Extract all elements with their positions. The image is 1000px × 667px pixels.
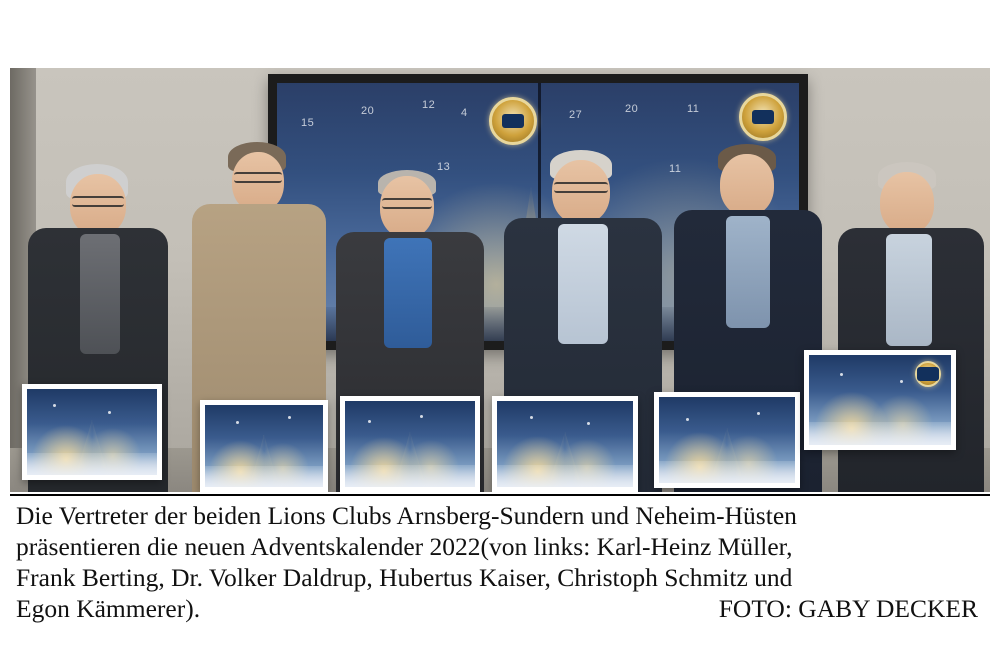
star <box>288 416 291 419</box>
advent-calendar-poster <box>804 350 956 450</box>
glasses <box>234 172 282 183</box>
poster-town <box>659 461 795 483</box>
glasses <box>382 198 432 209</box>
calendar-number: 11 <box>669 163 682 175</box>
advent-calendar-poster <box>22 384 162 480</box>
person-volker-daldrup <box>332 156 492 492</box>
shirt <box>726 216 770 328</box>
person-egon-kaemmerer <box>838 154 988 492</box>
head <box>880 172 934 234</box>
poster-town <box>27 453 157 475</box>
poster-town <box>205 466 323 487</box>
poster-town <box>809 422 951 445</box>
photo-credit: FOTO: GABY DECKER <box>718 594 978 624</box>
calendar-number: 12 <box>422 99 436 111</box>
caption-line-1: Die Vertreter der beiden Lions Clubs Arnsberg-Sundern und Neheim-Hüsten <box>16 501 797 530</box>
star <box>108 411 111 414</box>
calendar-number: 11 <box>687 103 700 115</box>
caption-line-2: präsentieren die neuen Adventskalender 2022(von links: Karl-Heinz Müller, <box>16 532 793 562</box>
caption-line-4 <box>16 593 984 624</box>
person-hubertus-kaiser <box>498 148 668 492</box>
star <box>900 380 903 383</box>
advent-calendar-poster <box>654 392 800 488</box>
star <box>530 416 533 419</box>
calendar-number: 15 <box>301 117 315 129</box>
shirt <box>886 234 932 346</box>
caption-divider <box>10 494 990 496</box>
advent-calendar-poster <box>200 400 328 492</box>
advent-calendar-poster <box>492 396 638 492</box>
calendar-number: 4 <box>461 107 468 119</box>
star <box>420 415 423 418</box>
calendar-number: 20 <box>625 103 639 115</box>
caption-line-4-text: Egon Kämmerer). <box>16 594 201 624</box>
poster-town <box>497 465 633 487</box>
star <box>53 404 56 407</box>
person-karl-heinz-mueller <box>22 162 182 492</box>
poster-town <box>345 465 475 487</box>
caption-line-3: Frank Berting, Dr. Volker Daldrup, Hubertus Kaiser, Christoph Schmitz und <box>16 563 793 593</box>
head <box>720 154 774 216</box>
photo-caption <box>16 500 984 624</box>
lions-club-logo-right <box>739 93 787 141</box>
calendar-number: 20 <box>361 105 375 117</box>
calendar-number: 27 <box>569 109 583 121</box>
lions-club-logo-poster <box>915 361 941 387</box>
star <box>686 418 689 421</box>
person-frank-berting <box>188 142 338 492</box>
shirt <box>558 224 608 344</box>
news-photo <box>10 68 990 492</box>
star <box>236 421 239 424</box>
star <box>587 422 590 425</box>
calendar-number: 13 <box>437 161 451 173</box>
star <box>840 373 843 376</box>
glasses <box>554 182 608 193</box>
glasses <box>72 196 124 207</box>
star <box>757 412 760 415</box>
advent-calendar-poster <box>340 396 480 492</box>
shirt <box>80 234 120 354</box>
shirt <box>384 238 432 348</box>
star <box>368 420 371 423</box>
lions-club-logo-left <box>489 97 537 145</box>
